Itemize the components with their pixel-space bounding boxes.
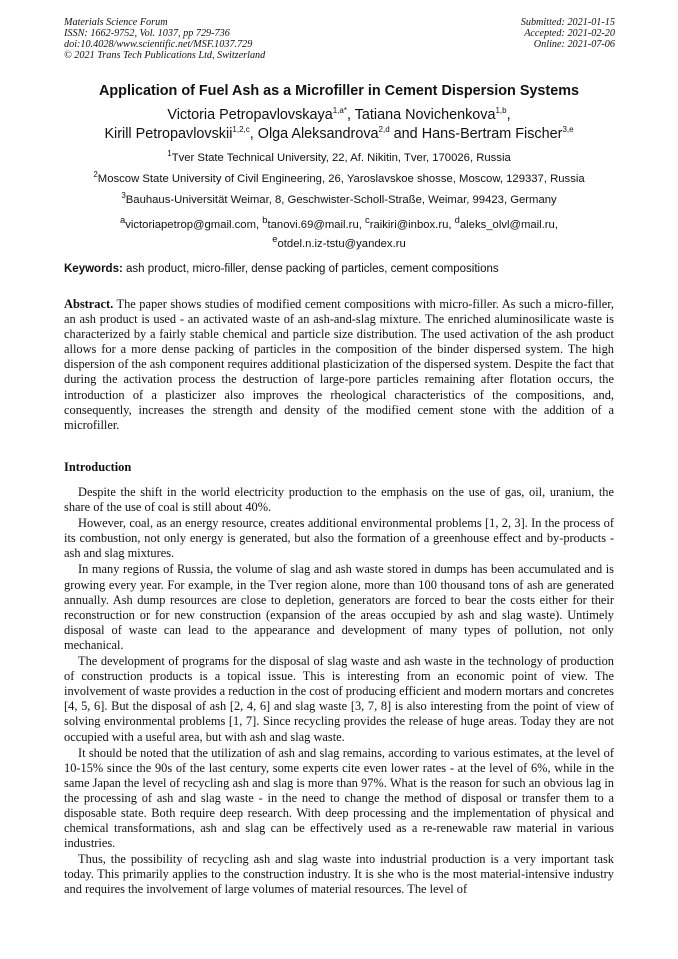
issn-line: ISSN: 1662-9752, Vol. 1037, pp 729-736 [64, 28, 230, 39]
author-list [30, 106, 648, 144]
author-superscript: 1,2,c [232, 125, 250, 135]
author-separator: , [346, 107, 355, 123]
author-name: Victoria Petropavlovskaya [167, 107, 333, 123]
abstract-text: The paper shows studies of modified cement compositions with micro-filler. As such a micro-filler, an ash product is used - an activated waste of an ash-and-slag mixture. The enriched aluminosilicate waste is characterized by a fairly stable chemical and particle size distribution. The used activation of the ash product allows for a more dense packing of particles in the composition of the binder dispersed system. The high dispersion of the ash component requires additional plasticization of the dispersed system. Despite the fact that during the activation process the destruction of large-pore particles remaining after flotation occurs, the introduction of a plasticizer also improves the rheological characteristics of the compositions, and, consequently, increases the strength and density of the modified cement stone with the addition of a microfiller. [64, 297, 614, 432]
author-separator: , [506, 107, 511, 123]
keywords-text: ash product, micro-filler, dense packing of particles, cement compositions [122, 263, 499, 275]
body-paragraph: Thus, the possibility of recycling ash and slag waste into industrial production is a very important task today. This primarily applies to the construction industry. It is she who is the most material-intensive industry and requires the involvement of large volumes of material resources. The level of [64, 852, 614, 897]
email-list [40, 213, 638, 251]
affiliation-1 [10, 151, 668, 165]
email-link[interactable]: otdel.n.iz-tstu@yandex.ru [277, 237, 406, 250]
introduction-body [64, 485, 614, 899]
doi-line: doi:10.4028/www.scientific.net/MSF.1037.729 [64, 39, 253, 50]
paper-title: Application of Fuel Ash as a Microfiller in Cement Dispersion Systems [98, 83, 580, 99]
affiliation-superscript: 1 [167, 149, 172, 159]
body-paragraph: Despite the shift in the world electricity production to the emphasis on the use of gas, oil, uranium, the share of the use of coal is still about 40%. [64, 485, 614, 515]
affiliation-superscript: 3 [121, 191, 126, 201]
author-superscript: 1,a* [332, 106, 347, 116]
email-link[interactable]: aleks_olvl@mail.ru, [459, 218, 558, 231]
section-heading-introduction: Introduction [64, 460, 132, 474]
body-paragraph: In many regions of Russia, the volume of slag and ash waste stored in dumps has been accumulated and is growing every year. For example, in the Tver region alone, more than 100 thousand tons of ash are generated annually. Ash dump resources are close to depletion, generators are forced to bear the costs either for their reconstruction or for new construction (expansion of the areas occupied by ash and slag waste). Untimely disposal of waste can lead to the appearance and development of many types of pollution, not only mechanical. [64, 562, 614, 652]
email-superscript: e [272, 232, 278, 244]
affiliation-3 [10, 193, 668, 207]
author-separator: , [249, 126, 258, 142]
affiliation-superscript: 2 [93, 170, 98, 180]
body-paragraph: The development of programs for the disposal of slag waste and ash waste in the technology of production of construction products is a topical issue. This is interesting from an economic point of view. The involvement of waste provides a reduction in the cost of producing efficient and modern mortars and concretes [4, 5, 6]. But the disposal of ash [2, 4, 6] and slag waste [3, 7, 8] is also interesting from the point of view of solving environmental problems [1, 7]. Since recycling provides the release of huge areas. Today they are not occupied with a useful area, but with ash and slag waste. [64, 654, 614, 744]
author-superscript: 3,e [562, 125, 574, 135]
author-name: Tatiana Novichenkova [354, 107, 496, 123]
abstract-label: Abstract. [64, 297, 114, 311]
online-date: Online: 2021-07-06 [533, 39, 615, 50]
email-link[interactable]: tanovi.69@mail.ru, [267, 218, 366, 231]
accepted-date: Accepted: 2021-02-20 [524, 28, 615, 39]
email-link[interactable]: raikiri@inbox.ru, [369, 218, 455, 231]
email-superscript: c [365, 214, 370, 225]
copyright-line: © 2021 Trans Tech Publications Ltd, Switzerland [64, 50, 266, 61]
email-superscript: b [262, 214, 268, 225]
affiliation-text: Tver State Technical University, 22, Af. Nikitin, Tver, 170026, Russia [171, 152, 511, 164]
submitted-date: Submitted: 2021-01-15 [520, 17, 615, 28]
journal-header [64, 17, 265, 61]
email-link[interactable]: victoriapetrop@gmail.com, [125, 218, 263, 231]
affiliation-2 [10, 172, 668, 186]
author-name: Olga Aleksandrova [257, 126, 379, 142]
keywords-line [64, 262, 624, 276]
author-name: Hans-Bertram Fischer [421, 126, 563, 142]
keywords-label: Keywords: [64, 263, 123, 275]
affiliation-text: Bauhaus-Universität Weimar, 8, Geschwister-Scholl-Straße, Weimar, 99423, Germany [125, 194, 557, 206]
email-superscript: a [120, 214, 126, 225]
body-paragraph: However, coal, as an energy resource, creates additional environmental problems [1, 2, 3]. In the process of its combustion, not only energy is generated, but also the formation of a greenhouse effect and by-products - ash and slag mixtures. [64, 516, 614, 561]
author-superscript: 2,d [378, 125, 390, 135]
affiliation-text: Moscow State University of Civil Engineering, 26, Yaroslavskoe shosse, Moscow, 129337, Russia [97, 173, 585, 185]
abstract-paragraph [64, 297, 614, 433]
journal-name: Materials Science Forum [64, 17, 168, 28]
body-paragraph: It should be noted that the utilization of ash and slag remains, according to various estimates, at the level of 10-15% since the 90s of the last century, some experts cite even lower rates - at the level of 6%, while in the same Japan the level of recycling ash and slag is more than 97%. What is the reason for such an obvious lag in the processing of ash and slag waste - in the need to change the method of disposal or transfer them to a disposable state. Both require deep research. With deep processing and the implementation of physical and chemical transformations, ash and slag can be effectively used as a re-renewable raw material in various industries. [64, 745, 614, 851]
email-superscript: d [454, 214, 460, 225]
dates-header [521, 17, 615, 50]
author-separator: and [389, 126, 422, 142]
author-name: Kirill Petropavlovskii [104, 126, 233, 142]
author-superscript: 1,b [495, 106, 507, 116]
